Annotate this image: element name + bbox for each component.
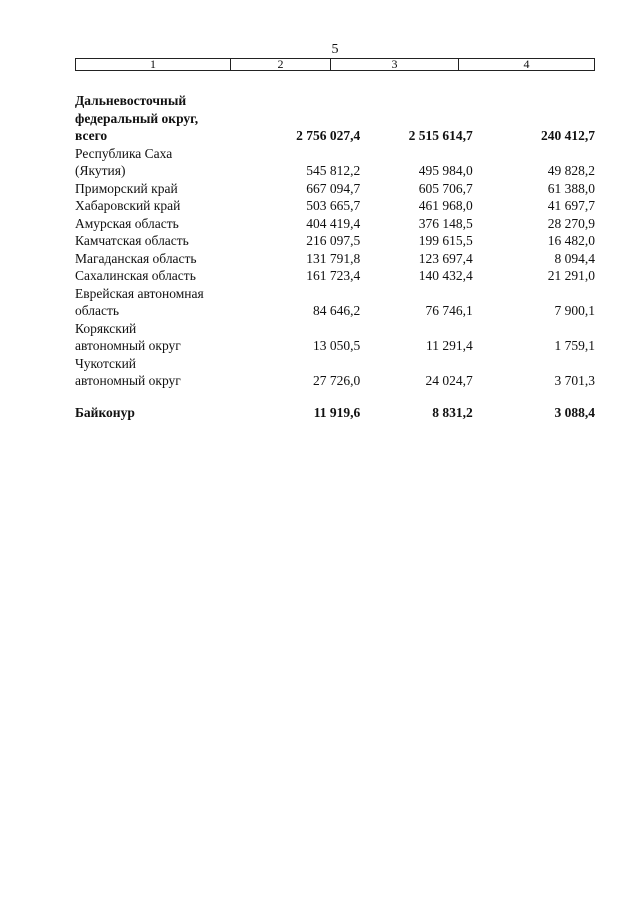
region-name-line: Чукотский — [75, 355, 137, 371]
value-col-2: 545 812,2 — [306, 163, 361, 178]
value-col-3: 495 984,0 — [418, 163, 473, 178]
value-col-2: 667 094,7 — [306, 180, 361, 196]
region-name-line: Корякский — [75, 320, 137, 336]
region-name-line: федеральный округ, — [75, 110, 199, 126]
table-row — [75, 197, 595, 215]
region-name-line: Дальневосточный — [75, 93, 187, 108]
region-name-line: Камчатская область — [75, 233, 189, 248]
table-row — [75, 250, 595, 268]
value-col-2: 13 050,5 — [313, 338, 361, 353]
region-name — [75, 355, 217, 390]
region-name-line: автономный округ — [75, 338, 181, 353]
table-row — [75, 180, 595, 198]
column-header-1: 1 — [76, 59, 231, 70]
region-name-line: Амурская область — [75, 215, 179, 231]
region-name — [75, 180, 217, 198]
value-col-4: 61 388,0 — [547, 180, 595, 196]
value-col-2: 503 665,7 — [306, 198, 361, 213]
value-col-3: 461 968,0 — [418, 198, 473, 213]
table-row — [75, 232, 595, 250]
region-name — [75, 404, 217, 422]
value-col-4: 16 482,0 — [547, 233, 595, 248]
region-name-line: (Якутия) — [75, 163, 126, 178]
value-col-4: 21 291,0 — [547, 268, 595, 283]
table-row — [75, 285, 595, 320]
value-col-3: 11 291,4 — [426, 338, 473, 353]
table-row — [75, 92, 595, 145]
table-row — [75, 355, 595, 390]
value-col-3: 24 024,7 — [425, 373, 473, 388]
table-row — [75, 267, 595, 285]
region-name-line: Хабаровский край — [75, 198, 181, 213]
value-col-4: 41 697,7 — [547, 198, 595, 213]
value-col-4: 1 759,1 — [554, 338, 595, 353]
table-row — [75, 145, 595, 180]
value-col-3: 2 515 614,7 — [408, 128, 473, 143]
column-header-4: 4 — [523, 57, 530, 71]
region-name — [75, 285, 217, 320]
value-col-4: 28 270,9 — [547, 215, 595, 231]
value-col-2: 11 919,6 — [313, 404, 361, 420]
row-spacer — [75, 390, 595, 404]
value-col-2: 161 723,4 — [306, 268, 361, 283]
column-header-3: 3 — [331, 59, 459, 70]
region-name — [75, 197, 217, 215]
region-name — [75, 320, 217, 355]
column-header-2: 2 — [231, 59, 331, 70]
value-col-2: 404 419,4 — [306, 215, 361, 231]
value-col-2: 27 726,0 — [313, 373, 361, 388]
value-col-3: 76 746,1 — [425, 303, 473, 318]
value-col-4: 240 412,7 — [541, 128, 595, 143]
region-name — [75, 250, 217, 268]
value-col-3: 123 697,4 — [418, 250, 473, 266]
region-name-line: Республика Саха — [75, 145, 173, 161]
page-number: 5 — [331, 42, 339, 57]
value-col-2: 216 097,5 — [306, 233, 361, 248]
value-col-3: 376 148,5 — [418, 215, 473, 231]
region-name — [75, 145, 217, 180]
data-table — [75, 92, 595, 421]
region-name-line: Приморский край — [75, 180, 178, 196]
value-col-2: 84 646,2 — [313, 303, 361, 318]
region-name — [75, 92, 217, 145]
region-name-line: Еврейская автономная — [75, 285, 204, 301]
value-col-3: 199 615,5 — [418, 233, 473, 248]
region-name — [75, 267, 217, 285]
region-name-line: Магаданская область — [75, 250, 197, 266]
region-name — [75, 215, 217, 233]
value-col-3: 605 706,7 — [418, 180, 473, 196]
region-name — [75, 232, 217, 250]
region-name-line: Сахалинская область — [75, 268, 196, 283]
value-col-4: 49 828,2 — [547, 163, 595, 178]
table-row — [75, 215, 595, 233]
region-name-line: область — [75, 303, 120, 318]
region-name-line: Байконур — [75, 404, 135, 420]
value-col-3: 8 831,2 — [432, 404, 473, 420]
region-name-line: всего — [75, 128, 108, 143]
column-number-header — [75, 58, 595, 71]
value-col-2: 131 791,8 — [306, 250, 361, 266]
value-col-2: 2 756 027,4 — [296, 128, 361, 143]
value-col-3: 140 432,4 — [418, 268, 473, 283]
table-row — [75, 404, 595, 422]
region-name-line: автономный округ — [75, 373, 181, 388]
value-col-4: 3 701,3 — [554, 373, 595, 388]
value-col-4: 3 088,4 — [554, 404, 595, 420]
table-row — [75, 320, 595, 355]
value-col-4: 7 900,1 — [554, 303, 595, 318]
value-col-4: 8 094,4 — [554, 250, 595, 266]
